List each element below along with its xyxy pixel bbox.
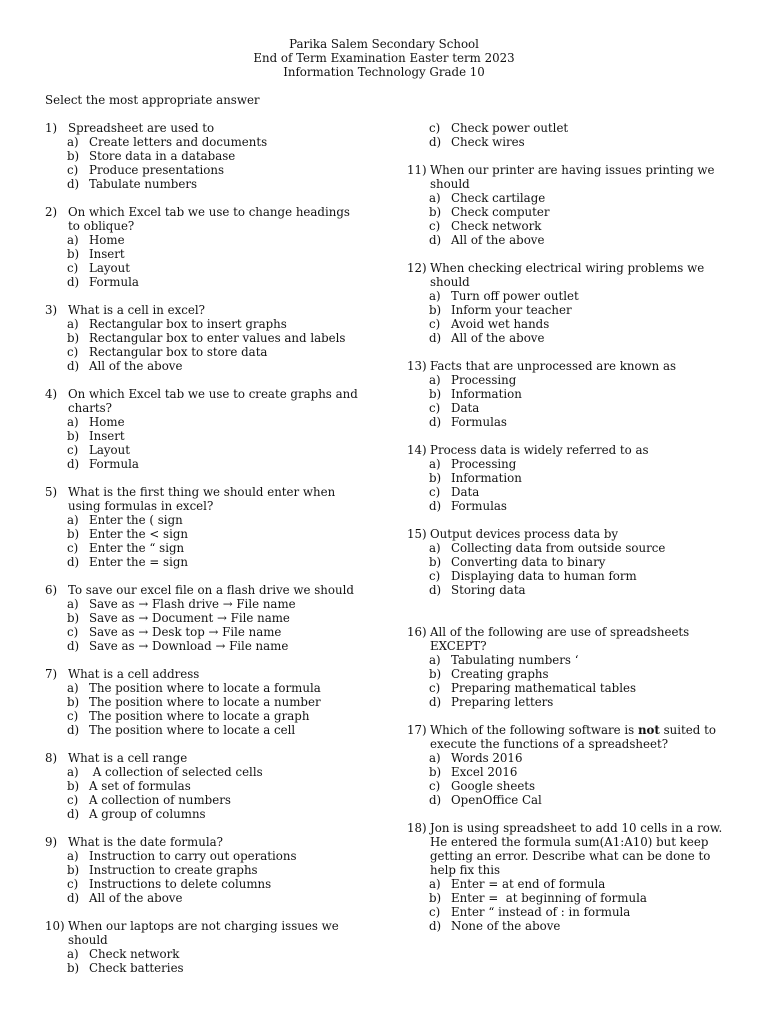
answer-option — [407, 681, 707, 695]
question-stem — [407, 261, 707, 289]
option-text: Store data in a database — [89, 149, 236, 163]
option-text: Words 2016 — [451, 751, 523, 765]
option-letter: a) — [429, 191, 441, 205]
option-letter: c) — [429, 485, 441, 499]
answer-option — [45, 331, 365, 345]
question-stem — [407, 821, 732, 877]
question-stem — [407, 723, 727, 751]
question-13 — [407, 359, 727, 429]
option-letter: c) — [429, 681, 441, 695]
question-text: All of the following are use of spreadsheets EXCEPT? — [430, 625, 690, 653]
answer-option — [407, 373, 727, 387]
question-stem — [407, 527, 727, 541]
question-stem — [45, 121, 365, 135]
question-number: 18) — [407, 821, 427, 835]
answer-option — [45, 275, 360, 289]
answer-option — [45, 359, 365, 373]
answer-option — [45, 625, 375, 639]
option-text: Information — [451, 387, 522, 401]
question-3 — [45, 303, 365, 373]
question-stem — [407, 625, 707, 653]
option-letter: b) — [67, 961, 80, 975]
option-text: Save as → Download → File name — [89, 639, 289, 653]
answer-option — [407, 891, 732, 905]
option-text: Check batteries — [89, 961, 184, 975]
option-letter: d) — [67, 177, 80, 191]
question-text: Output devices process data by — [430, 527, 619, 541]
option-text: Check wires — [451, 135, 525, 149]
option-text: Produce presentations — [89, 163, 225, 177]
question-text: When our printer are having issues printing we should — [430, 163, 715, 191]
option-text: Enter the “ sign — [89, 541, 185, 555]
option-text: Check network — [89, 947, 180, 961]
answer-option — [45, 779, 365, 793]
question-number: 8) — [45, 751, 58, 765]
option-text: Insert — [89, 247, 125, 261]
option-letter: a) — [67, 317, 79, 331]
question-text: What is the date formula? — [68, 835, 223, 849]
question-stem — [45, 303, 365, 317]
option-text: All of the above — [451, 331, 545, 345]
answer-option — [45, 891, 365, 905]
question-text-part: suited to execute the functions of a spreadsheet? — [430, 723, 720, 751]
option-letter: a) — [67, 849, 79, 863]
subject-grade: Information Technology Grade 10 — [283, 65, 485, 80]
answer-option — [407, 233, 722, 247]
option-letter: b) — [429, 303, 442, 317]
option-letter: b) — [429, 205, 442, 219]
option-text: Creating graphs — [451, 667, 549, 681]
option-letter: b) — [67, 695, 80, 709]
option-letter: a) — [67, 765, 79, 779]
question-stem — [407, 443, 727, 457]
question-text: Facts that are unprocessed are known as — [430, 359, 677, 373]
option-letter: b) — [67, 779, 80, 793]
option-letter: a) — [429, 541, 441, 555]
option-letter: a) — [67, 233, 79, 247]
option-letter: b) — [67, 247, 80, 261]
option-letter: d) — [67, 275, 80, 289]
option-letter: a) — [429, 373, 441, 387]
option-letter: c) — [429, 905, 441, 919]
exam-title: End of Term Examination Easter term 2023 — [253, 51, 515, 66]
answer-option — [45, 233, 360, 247]
option-text: Excel 2016 — [451, 765, 518, 779]
answer-option — [407, 569, 727, 583]
answer-option — [45, 961, 345, 975]
question-number: 12) — [407, 261, 427, 275]
option-letter: c) — [67, 541, 79, 555]
option-text: Check network — [451, 219, 542, 233]
option-text: Insert — [89, 429, 125, 443]
option-letter: c) — [67, 345, 79, 359]
question-stem — [45, 667, 365, 681]
option-letter: d) — [67, 457, 80, 471]
answer-option — [45, 807, 365, 821]
option-letter: a) — [67, 135, 79, 149]
question-text: Process data is widely referred to as — [430, 443, 649, 457]
answer-option — [45, 261, 360, 275]
answer-option — [45, 163, 365, 177]
question-number: 6) — [45, 583, 58, 597]
answer-option — [45, 527, 345, 541]
option-letter: a) — [67, 947, 79, 961]
exam-header — [0, 37, 768, 80]
question-text: Spreadsheet are used to — [68, 121, 215, 135]
option-text: Layout — [89, 261, 130, 275]
question-number: 2) — [45, 205, 58, 219]
option-text: Storing data — [451, 583, 526, 597]
answer-option — [45, 863, 365, 877]
option-letter: c) — [429, 219, 441, 233]
answer-option — [45, 317, 365, 331]
option-text: Tabulate numbers — [89, 177, 198, 191]
answer-option — [45, 177, 365, 191]
answer-option — [407, 751, 727, 765]
question-number: 16) — [407, 625, 427, 639]
option-letter: c) — [429, 401, 441, 415]
question-text: To save our excel file on a flash drive we should — [68, 583, 354, 597]
answer-option — [45, 793, 365, 807]
question-text: When checking electrical wiring problems we should — [430, 261, 705, 289]
question-14 — [407, 443, 727, 513]
answer-option — [407, 317, 707, 331]
question-stem — [407, 359, 727, 373]
option-letter: b) — [67, 611, 80, 625]
option-text: Turn off power outlet — [451, 289, 579, 303]
question-text: What is a cell address — [68, 667, 200, 681]
question-number: 7) — [45, 667, 58, 681]
option-letter: c) — [67, 793, 79, 807]
question-7 — [45, 667, 365, 737]
question-number: 14) — [407, 443, 427, 457]
option-letter: d) — [67, 555, 80, 569]
option-text: Enter “ instead of : in formula — [451, 905, 631, 919]
question-12 — [407, 261, 707, 345]
question-stem — [45, 387, 360, 415]
answer-option — [407, 135, 707, 149]
question-8 — [45, 751, 365, 821]
question-stem — [407, 163, 722, 191]
question-stem — [45, 583, 375, 597]
option-letter: b) — [67, 527, 80, 541]
answer-option — [45, 513, 345, 527]
option-text: A collection of selected cells — [89, 765, 263, 779]
question-stem — [45, 835, 365, 849]
answer-option — [407, 793, 727, 807]
question-number: 13) — [407, 359, 427, 373]
question-stem — [45, 205, 360, 233]
option-text: Instruction to carry out operations — [89, 849, 297, 863]
answer-option — [407, 471, 727, 485]
answer-option — [45, 597, 375, 611]
answer-option — [407, 289, 707, 303]
option-letter: b) — [429, 765, 442, 779]
option-text: Enter the = sign — [89, 555, 189, 569]
question-17 — [407, 723, 727, 807]
option-text: Layout — [89, 443, 130, 457]
option-text: Enter the ( sign — [89, 513, 183, 527]
answer-option — [45, 639, 375, 653]
answer-option — [45, 555, 345, 569]
answer-option — [45, 695, 365, 709]
question-number: 4) — [45, 387, 58, 401]
answer-option — [407, 219, 722, 233]
question-text: What is the first thing we should enter when using formulas in excel? — [68, 485, 336, 513]
option-letter: c) — [67, 625, 79, 639]
option-text: Rectangular box to enter values and labels — [89, 331, 346, 345]
answer-option — [407, 653, 707, 667]
option-letter: d) — [67, 359, 80, 373]
option-letter: c) — [429, 569, 441, 583]
question-text: Jon is using spreadsheet to add 10 cells in a row. He entered the formula sum(A1:A10) but keep getting an error. Describe what can be done to help fix this — [430, 821, 723, 877]
answer-option — [45, 345, 365, 359]
question-16 — [407, 625, 707, 709]
option-letter: b) — [67, 149, 80, 163]
answer-option — [45, 947, 345, 961]
option-letter: c) — [429, 317, 441, 331]
answer-option — [407, 485, 727, 499]
option-letter: c) — [429, 121, 441, 135]
question-10 — [45, 919, 345, 975]
option-letter: b) — [67, 863, 80, 877]
option-text: Tabulating numbers ‘ — [451, 653, 579, 667]
question-number: 1) — [45, 121, 58, 135]
option-text: All of the above — [451, 233, 545, 247]
question-text: On which Excel tab we use to create graphs and charts? — [68, 387, 358, 415]
option-letter: b) — [67, 429, 80, 443]
option-text: None of the above — [451, 919, 561, 933]
option-text: A group of columns — [89, 807, 206, 821]
option-letter: b) — [429, 471, 442, 485]
answer-option — [45, 709, 365, 723]
option-letter: c) — [429, 779, 441, 793]
question-18 — [407, 821, 732, 933]
option-text: Home — [89, 233, 125, 247]
option-text: Save as → Flash drive → File name — [89, 597, 296, 611]
option-letter: d) — [429, 793, 442, 807]
option-letter: d) — [67, 639, 80, 653]
option-text: The position where to locate a formula — [89, 681, 321, 695]
option-text: Check power outlet — [451, 121, 569, 135]
option-letter: d) — [429, 695, 442, 709]
option-text: Create letters and documents — [89, 135, 268, 149]
question-number: 11) — [407, 163, 427, 177]
option-text: Rectangular box to store data — [89, 345, 268, 359]
option-letter: d) — [429, 583, 442, 597]
answer-option — [45, 765, 365, 779]
question-10-continued — [407, 121, 707, 149]
answer-option — [407, 905, 732, 919]
question-number: 10) — [45, 919, 65, 933]
option-letter: d) — [429, 415, 442, 429]
question-4 — [45, 387, 360, 471]
answer-option — [407, 401, 727, 415]
answer-option — [407, 877, 732, 891]
option-letter: a) — [67, 415, 79, 429]
option-letter: b) — [429, 555, 442, 569]
option-text: Formulas — [451, 415, 507, 429]
option-text: Check cartilage — [451, 191, 546, 205]
option-letter: a) — [429, 653, 441, 667]
answer-option — [45, 457, 360, 471]
option-text: Preparing mathematical tables — [451, 681, 637, 695]
option-text: OpenOffice Cal — [451, 793, 542, 807]
question-text-part: Which of the following software is — [430, 723, 638, 737]
option-text: The position where to locate a number — [89, 695, 321, 709]
answer-option — [407, 303, 707, 317]
option-letter: a) — [429, 751, 441, 765]
option-text: Displaying data to human form — [451, 569, 637, 583]
option-letter: a) — [429, 289, 441, 303]
answer-option — [407, 457, 727, 471]
answer-option — [45, 135, 365, 149]
question-text: What is a cell in excel? — [68, 303, 205, 317]
question-5 — [45, 485, 345, 569]
option-text: Processing — [451, 457, 517, 471]
question-stem — [45, 485, 345, 513]
answer-option — [45, 877, 365, 891]
answer-option — [45, 443, 360, 457]
question-1 — [45, 121, 365, 191]
answer-option — [407, 541, 727, 555]
option-letter: a) — [67, 681, 79, 695]
answer-option — [407, 205, 722, 219]
answer-option — [45, 849, 365, 863]
option-letter: c) — [67, 443, 79, 457]
question-number: 9) — [45, 835, 58, 849]
option-text: A collection of numbers — [89, 793, 231, 807]
option-text: All of the above — [89, 359, 183, 373]
option-text: Processing — [451, 373, 517, 387]
question-stem — [45, 751, 365, 765]
answer-option — [407, 919, 732, 933]
option-letter: c) — [67, 877, 79, 891]
option-letter: a) — [67, 513, 79, 527]
question-text: On which Excel tab we use to change headings to oblique? — [68, 205, 350, 233]
option-letter: a) — [67, 597, 79, 611]
option-text: Information — [451, 471, 522, 485]
option-letter: d) — [429, 499, 442, 513]
option-text: The position where to locate a cell — [89, 723, 296, 737]
option-text: Formula — [89, 457, 139, 471]
answer-option — [45, 541, 345, 555]
answer-option — [407, 583, 727, 597]
answer-option — [407, 765, 727, 779]
answer-option — [407, 191, 722, 205]
option-text: Rectangular box to insert graphs — [89, 317, 287, 331]
option-text: Instructions to delete columns — [89, 877, 272, 891]
option-text: Formula — [89, 275, 139, 289]
school-name: Parika Salem Secondary School — [289, 37, 479, 51]
question-6 — [45, 583, 375, 653]
option-letter: d) — [429, 233, 442, 247]
option-letter: b) — [67, 331, 80, 345]
option-letter: c) — [67, 709, 79, 723]
instructions: Select the most appropriate answer — [45, 93, 260, 107]
answer-option — [45, 723, 365, 737]
question-text: What is a cell range — [68, 751, 188, 765]
question-text: When our laptops are not charging issues we should — [68, 919, 339, 947]
option-letter: d) — [429, 331, 442, 345]
answer-option — [407, 387, 727, 401]
option-text: Collecting data from outside source — [451, 541, 666, 555]
answer-option — [45, 611, 375, 625]
option-text: Preparing letters — [451, 695, 554, 709]
answer-option — [407, 121, 707, 135]
option-letter: a) — [429, 457, 441, 471]
option-letter: d) — [67, 723, 80, 737]
answer-option — [407, 779, 727, 793]
answer-option — [45, 415, 360, 429]
option-text: Home — [89, 415, 125, 429]
option-text: Inform your teacher — [451, 303, 572, 317]
option-text: Formulas — [451, 499, 507, 513]
question-number: 5) — [45, 485, 58, 499]
option-text: The position where to locate a graph — [89, 709, 310, 723]
option-letter: c) — [67, 163, 79, 177]
option-text: Enter = at end of formula — [451, 877, 606, 891]
option-letter: d) — [67, 807, 80, 821]
answer-option — [45, 247, 360, 261]
option-text: Converting data to binary — [451, 555, 606, 569]
option-text: Data — [451, 485, 480, 499]
option-text: Enter the < sign — [89, 527, 189, 541]
option-text: Google sheets — [451, 779, 536, 793]
option-text: Check computer — [451, 205, 550, 219]
option-text: Save as → Desk top → File name — [89, 625, 282, 639]
question-text-emphasis: not — [637, 723, 660, 737]
question-stem — [45, 919, 345, 947]
question-15 — [407, 527, 727, 597]
option-letter: d) — [67, 891, 80, 905]
option-letter: b) — [429, 667, 442, 681]
option-text: Data — [451, 401, 480, 415]
option-text: Save as → Document → File name — [89, 611, 290, 625]
question-11 — [407, 163, 722, 247]
question-9 — [45, 835, 365, 905]
question-number: 15) — [407, 527, 427, 541]
answer-option — [407, 695, 707, 709]
option-text: Instruction to create graphs — [89, 863, 258, 877]
option-letter: d) — [429, 135, 442, 149]
option-letter: b) — [429, 891, 442, 905]
option-letter: b) — [429, 387, 442, 401]
option-letter: d) — [429, 919, 442, 933]
answer-option — [407, 331, 707, 345]
question-2 — [45, 205, 360, 289]
option-text: Avoid wet hands — [451, 317, 550, 331]
option-text: A set of formulas — [89, 779, 191, 793]
answer-option — [407, 667, 707, 681]
question-text — [430, 723, 727, 751]
answer-option — [45, 149, 365, 163]
option-text: Enter = at beginning of formula — [451, 891, 647, 905]
answer-option — [407, 499, 727, 513]
question-number: 3) — [45, 303, 58, 317]
answer-option — [407, 555, 727, 569]
option-letter: a) — [429, 877, 441, 891]
option-text: All of the above — [89, 891, 183, 905]
question-number: 17) — [407, 723, 427, 737]
option-letter: c) — [67, 261, 79, 275]
answer-option — [407, 415, 727, 429]
answer-option — [45, 429, 360, 443]
answer-option — [45, 681, 365, 695]
